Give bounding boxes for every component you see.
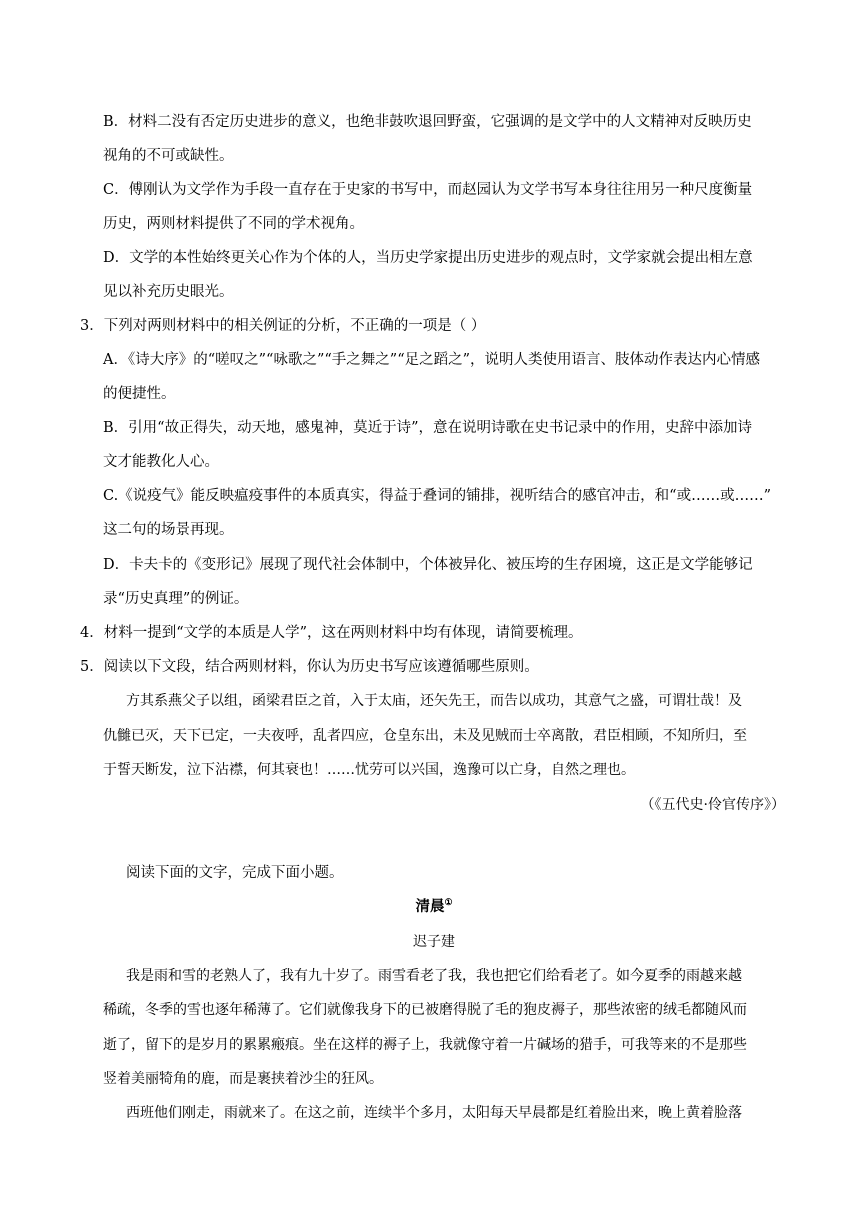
q3-option-b-line1: B．引用“故正得失，动天地，感鬼神，莫近于诗”，意在说明诗歌在史书记录中的作用，史辞中添加诗 [103, 420, 752, 436]
q3-stem: 3．下列对两则材料中的相关例证的分析，不正确的一项是（ ） [80, 318, 486, 334]
story-title-block [0, 897, 868, 917]
story-line-5: 西班他们刚走，雨就来了。在这之前，连续半个多月，太阳每天早晨都是红着脸出来，晚上黄着脸落 [126, 1105, 742, 1121]
story-title: 清晨 [415, 898, 445, 915]
story-line-2: 稀疏，冬季的雪也逐年稀薄了。它们就像我身下的已被磨得脱了毛的狍皮褥子，那些浓密的绒毛都随风而 [103, 1002, 747, 1018]
q2-option-c-line1: C．傅刚认为文学作为手段一直存在于史家的书写中，而赵园认为文学书写本身往往用另一种尺度衡量 [103, 182, 753, 198]
q2-option-b-line2: 视角的不可或缺性。 [103, 148, 234, 164]
q4-stem: 4．材料一提到“文学的本质是人学”，这在两则材料中均有体现，请简要梳理。 [80, 625, 583, 641]
excerpt-line-1: 方其系燕父子以组，函梁君臣之首，入于太庙，还矢先王，而告以成功，其意气之盛，可谓壮哉！及 [126, 693, 742, 709]
excerpt-line-2: 仇雠已灭，天下已定，一夫夜呼，乱者四应，仓皇东出，未及见贼而士卒离散，君臣相顾，不知所归，至 [103, 728, 747, 744]
q2-option-d-line2: 见以补充历史眼光。 [103, 284, 234, 300]
q3-option-b-line2: 文才能教化人心。 [103, 454, 219, 470]
excerpt-source: （《五代史·伶官传序》） [640, 797, 785, 813]
story-line-4: 竖着美丽犄角的鹿，而是裹挟着沙尘的狂风。 [103, 1071, 383, 1087]
q3-option-d-line1: D．卡夫卡的《变形记》展现了现代社会体制中，个体被异化、被压垮的生存困境，这正是文学能够记 [103, 557, 753, 573]
q2-option-c-line2: 历史，两则材料提供了不同的学术视角。 [103, 216, 364, 232]
story-author: 迟子建 [413, 934, 455, 950]
q2-option-b-line1: B．材料二没有否定历史进步的意义，也绝非鼓吹退回野蛮，它强调的是文学中的人文精神对反映历史 [103, 114, 752, 130]
q3-option-a-line2: 的便捷性。 [103, 386, 176, 402]
reading-intro: 阅读下面的文字，完成下面小题。 [126, 865, 344, 881]
q3-option-a-line1: A．《诗大序》的“嗟叹之”“咏歌之”“手之舞之”“足之蹈之”，说明人类使用语言、肢体动作表达内心情感 [103, 352, 761, 368]
q5-stem: 5．阅读以下文段，结合两则材料，你认为历史书写应该遵循哪些原则。 [80, 659, 539, 675]
q2-option-d-line1: D．文学的本性始终更关心作为个体的人，当历史学家提出历史进步的观点时，文学家就会提出相左意 [103, 250, 753, 266]
story-line-3: 逝了，留下的是岁月的累累瘢痕。坐在这样的褥子上，我就像守着一片碱场的猎手，可我等来的不是那些 [103, 1037, 747, 1053]
q3-option-d-line2: 录“历史真理”的例证。 [103, 591, 249, 607]
excerpt-line-3: 于誓天断发，泣下沾襟，何其衰也！……忧劳可以兴国，逸豫可以亡身，自然之理也。 [103, 762, 635, 778]
q3-option-c-line1: C.《说疫气》能反映瘟疫事件的本质真实，得益于叠词的铺排，视听结合的感官冲击，和“或……或……” [103, 488, 772, 504]
story-line-1: 我是雨和雪的老熟人了，我有九十岁了。雨雪看老了我，我也把它们给看老了。如今夏季的雨越来越 [126, 968, 742, 984]
footnote-marker: ① [444, 898, 453, 909]
q3-option-c-line2: 这二句的场景再现。 [103, 522, 234, 538]
